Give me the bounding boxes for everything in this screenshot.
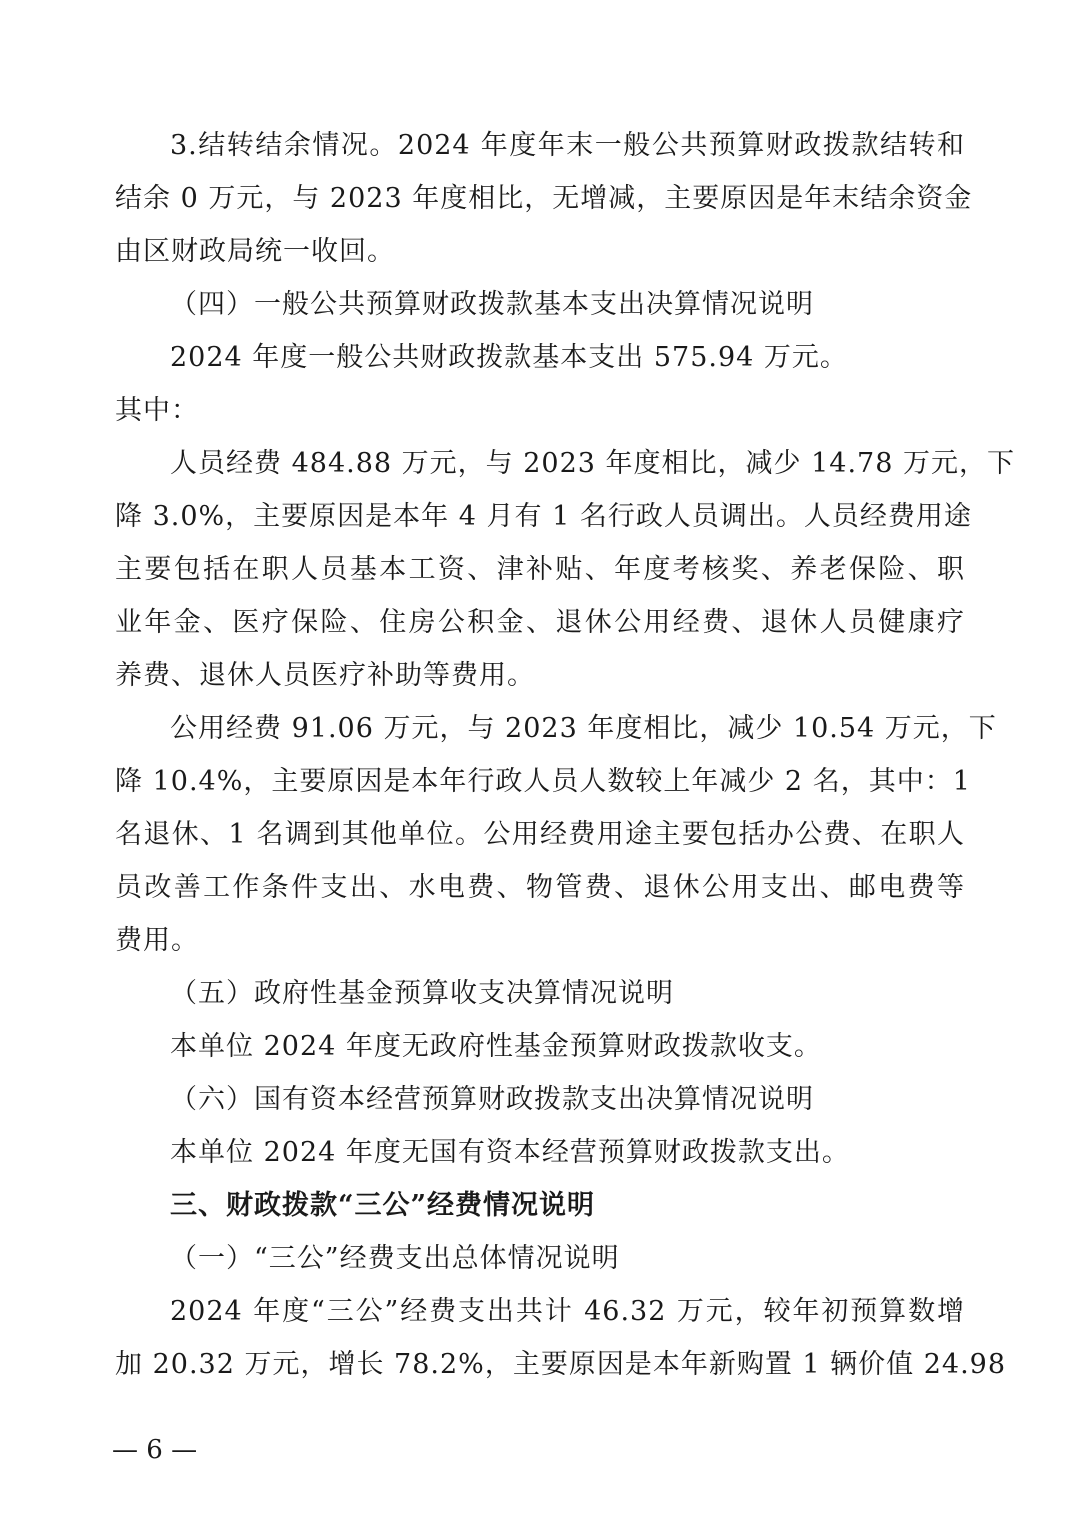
paragraph-personnel-line-4: 业年金、医疗保险、住房公积金、退休公用经费、退休人员健康疗 [115, 607, 965, 638]
page-number: — 6 — [112, 1435, 198, 1465]
paragraph-public-line-3: 名退休、1 名调到其他单位。公用经费用途主要包括办公费、在职人 [115, 819, 965, 850]
paragraph-three-public-line-2: 加 20.32 万元，增长 78.2%，主要原因是本年新购置 1 辆价值 24.98 [115, 1349, 1007, 1380]
section-heading-government-fund: （五）政府性基金预算收支决算情况说明 [170, 978, 674, 1009]
paragraph-public-line-2: 降 10.4%，主要原因是本年行政人员人数较上年减少 2 名，其中：1 [115, 766, 971, 797]
paragraph-carryover-line-3: 由区财政局统一收回。 [115, 236, 395, 267]
paragraph-basic-expenditure-line-2: 其中： [115, 395, 199, 426]
paragraph-basic-expenditure-line-1: 2024 年度一般公共财政拨款基本支出 575.94 万元。 [170, 342, 848, 373]
paragraph-personnel-line-1: 人员经费 484.88 万元，与 2023 年度相比，减少 14.78 万元，下 [170, 448, 1015, 479]
paragraph-state-capital: 本单位 2024 年度无国有资本经营预算财政拨款支出。 [170, 1137, 850, 1168]
paragraph-personnel-line-3: 主要包括在职人员基本工资、津补贴、年度考核奖、养老保险、职 [115, 554, 965, 585]
paragraph-public-line-5: 费用。 [115, 925, 199, 956]
paragraph-public-line-1: 公用经费 91.06 万元，与 2023 年度相比，减少 10.54 万元，下 [170, 713, 997, 744]
paragraph-carryover-line-1: 3.结转结余情况。2024 年度年末一般公共预算财政拨款结转和 [170, 130, 965, 161]
paragraph-personnel-line-2: 降 3.0%，主要原因是本年 4 月有 1 名行政人员调出。人员经费用途 [115, 501, 972, 532]
paragraph-public-line-4: 员改善工作条件支出、水电费、物管费、退休公用支出、邮电费等 [115, 872, 965, 903]
section-heading-basic-expenditure: （四）一般公共预算财政拨款基本支出决算情况说明 [170, 289, 814, 320]
section-heading-state-capital: （六）国有资本经营预算财政拨款支出决算情况说明 [170, 1084, 814, 1115]
subsection-heading-three-public-overall: （一）“三公”经费支出总体情况说明 [170, 1243, 620, 1274]
paragraph-carryover-line-2: 结余 0 万元，与 2023 年度相比，无增减，主要原因是年末结余资金 [115, 183, 973, 214]
paragraph-government-fund: 本单位 2024 年度无政府性基金预算财政拨款收支。 [170, 1031, 822, 1062]
paragraph-personnel-line-5: 养费、退休人员医疗补助等费用。 [115, 660, 535, 691]
paragraph-three-public-line-1: 2024 年度“三公”经费支出共计 46.32 万元，较年初预算数增 [170, 1296, 965, 1327]
section-heading-three-public: 三、财政拨款“三公”经费情况说明 [170, 1190, 596, 1221]
